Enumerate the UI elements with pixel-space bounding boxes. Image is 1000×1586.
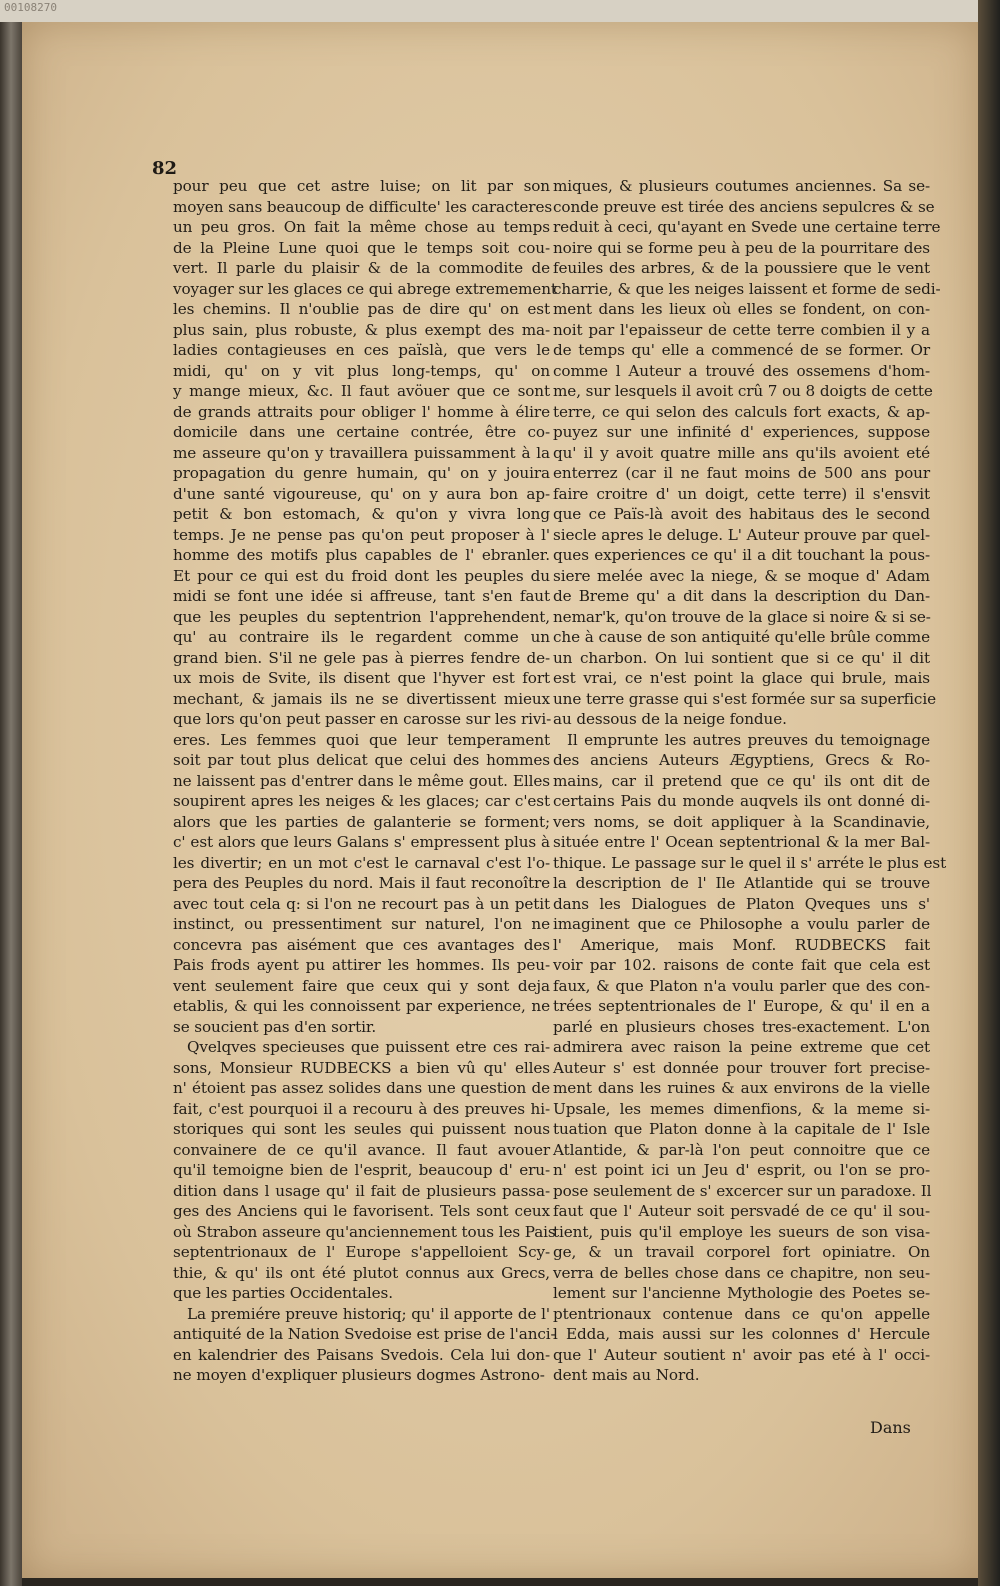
text-line: est vrai, ce n'est point la glace qui brule, mais <box>553 669 930 687</box>
text-line: qu'il temoigne bien de l'esprit, beaucoup d' eru- <box>173 1161 550 1179</box>
text-line: comme l Auteur a trouvé des ossemens d'hom- <box>553 361 930 380</box>
text-line: Upsale, les memes dimenfions, & la meme si- <box>553 1099 930 1118</box>
text-line: faux, & que Platon n'a voulu parler que des con- <box>553 976 930 995</box>
text-line: lement sur l'ancienne Mythologie des Poetes se- <box>553 1284 930 1302</box>
text-line: Et pour ce qui est du froid dont les peuples du <box>173 566 550 585</box>
text-line: les divertir; en un mot c'est le carnaval c'est l'o- <box>173 853 550 872</box>
scan-id: 00108270 <box>4 1 57 14</box>
text-line: la description de l' Ile Atlantide qui se trouve <box>553 874 930 892</box>
text-line: voyager sur les glaces ce qui abrege extremement <box>173 279 557 298</box>
text-line: storiques qui sont les seules qui puissent nous <box>173 1120 550 1138</box>
text-line: au dessous de la neige fondue. <box>553 710 787 728</box>
text-line: de grands attraits pour obliger l' homme à élire <box>173 402 550 421</box>
text-line: charrie, & que les neiges laissent et forme de sedi- <box>553 279 941 298</box>
text-line: propagation du genre humain, qu' on y jouira <box>173 464 550 482</box>
text-line: admirera avec raison la peine extreme que cet <box>553 1038 930 1056</box>
text-line: l' Amerique, mais Monf. RUDBECKS fait <box>553 935 930 954</box>
text-line: que l' Auteur soutient n' avoir pas eté à l' occi- <box>553 1345 930 1364</box>
text-line: pera des Peuples du nord. Mais il faut reconoître <box>173 874 550 892</box>
text-line: tuation que Platon donne à la capitale de l' Isle <box>553 1120 930 1138</box>
text-line: faire croitre d' un doigt, cette terre) il s'ensvit <box>553 484 930 503</box>
text-line: l Edda, mais aussi sur les colonnes d' Hercule <box>553 1325 930 1343</box>
text-line: ment dans les ruines & aux environs de la vielle <box>553 1079 930 1097</box>
text-line: des anciens Auteurs Ægyptiens, Grecs & Ro- <box>553 751 930 769</box>
text-line: ne moyen d'expliquer plusieurs dogmes Astrono- <box>173 1366 545 1384</box>
text-line: alors que les parties de galanterie se forment; <box>173 812 550 831</box>
text-line: domicile dans une certaine contrée, être co- <box>173 423 550 441</box>
text-line: dans les Dialogues de Platon Qveques uns s' <box>553 894 930 913</box>
text-line: fait, c'est pourquoi il a recouru à des preuves hi- <box>173 1099 550 1118</box>
text-line: imaginent que ce Philosophe a voulu parler de <box>553 915 930 933</box>
text-line: que les parties Occidentales. <box>173 1284 393 1302</box>
text-line: un charbon. On lui sontient que si ce qu' il dit <box>553 648 930 667</box>
text-line: ux mois de Svite, ils disent que l'hyver est fort <box>173 669 550 687</box>
text-line: temps. Je ne pense pas qu'on peut proposer à l' <box>173 525 550 544</box>
text-line: me, sur lesquels il avoit crû 7 ou 8 doigts de cette <box>553 382 933 400</box>
page-edge <box>978 0 1000 1586</box>
text-line: n' est point ici un Jeu d' esprit, ou l'on se pro- <box>553 1161 930 1179</box>
text-line: de Breme qu' a dit dans la description du Dan- <box>553 587 930 605</box>
text-line: ques experiences ce qu' il a dit touchant la pous- <box>553 546 930 564</box>
text-line: située entre l' Ocean septentrional & la mer Bal- <box>553 833 930 851</box>
book-binding-edge <box>0 22 22 1586</box>
text-line: terre, ce qui selon des calculs fort exacts, & ap- <box>553 402 930 421</box>
text-line: qu' au contraire ils le regardent comme un <box>173 628 550 646</box>
text-line: che à cause de son antiquité qu'elle brûle comme <box>553 628 930 646</box>
text-line: sons, Monsieur RUDBECKS a bien vû qu' elles <box>173 1058 550 1077</box>
text-line: plus sain, plus robuste, & plus exempt des ma- <box>173 320 550 339</box>
text-line: antiquité de la Nation Svedoise est prise de l'anci- <box>173 1325 556 1343</box>
text-line: où Strabon asseure qu'anciennement tous les Pais <box>173 1222 556 1241</box>
text-line: pose seulement de s' excercer sur un paradoxe. Il <box>553 1181 932 1200</box>
text-line: un peu gros. On fait la même chose au temps <box>173 218 550 236</box>
text-line: certains Pais du monde auqvels ils ont donné di- <box>553 792 930 810</box>
catchword: Dans <box>870 1418 911 1437</box>
text-line: c' est alors que leurs Galans s' empressent plus à <box>173 833 550 851</box>
page-number: 82 <box>152 158 178 179</box>
text-line: miques, & plusieurs coutumes anciennes. Sa se- <box>553 177 930 195</box>
text-line: ge, & un travail corporel fort opiniatre. On <box>553 1243 930 1261</box>
text-line: conde preuve est tirée des anciens sepulcres & se <box>553 197 935 216</box>
text-line: que les peuples du septentrion l'apprehendent, <box>173 607 550 626</box>
text-line: siere melée avec la niege, & se moque d' Adam <box>553 566 930 585</box>
text-line: etablis, & qui les connoissent par experience, ne <box>173 997 550 1015</box>
text-line: ges des Anciens qui le favorisent. Tels sont ceux <box>173 1202 550 1220</box>
text-line: ne laissent pas d'entrer dans le même gout. Elles <box>173 771 550 790</box>
text-line: mains, car il pretend que ce qu' ils ont dit de <box>553 771 930 790</box>
text-line: noit par l'epaisseur de cette terre combien il y a <box>553 320 930 339</box>
text-line: Pais frods ayent pu attirer les hommes. Ils peu- <box>173 956 550 974</box>
text-line: nemar'k, qu'on trouve de la glace si noire & si se- <box>553 607 931 626</box>
text-line: n' étoient pas assez solides dans une question de <box>173 1079 550 1097</box>
text-line: noire qui se forme peu à peu de la pourritare des <box>553 238 930 257</box>
left-column <box>173 176 557 1386</box>
text-line: se soucient pas d'en sortir. <box>173 1017 377 1036</box>
text-line: siecle apres le deluge. L' Auteur prouve par quel- <box>553 525 930 544</box>
text-line: Atlantide, & par-là l'on peut connoitre que ce <box>553 1140 930 1159</box>
text-line: eres. Les femmes quoi que leur temperament <box>173 730 550 749</box>
text-line: y mange mieux, &c. Il faut avöuer que ce sont <box>173 382 550 400</box>
text-line: faut que l' Auteur soit persvadé de ce qu' il sou- <box>553 1202 930 1220</box>
text-line: midi, qu' on y vit plus long-temps, qu' on <box>173 361 550 380</box>
text-line: mechant, & jamais ils ne se divertissent mieux <box>173 689 550 708</box>
text-line: thique. Le passage sur le quel il s' arréte le plus est <box>553 853 947 872</box>
text-line: avec tout cela q: si l'on ne recourt pas à un petit <box>173 894 550 913</box>
text-line: tient, puis qu'il employe les sueurs de son visa- <box>553 1222 930 1241</box>
text-line: qu' il y avoit quatre mille ans qu'ils avoient eté <box>553 443 930 462</box>
text-line: concevra pas aisément que ces avantages des <box>173 935 550 954</box>
text-line: parlé en plusieurs choses tres-exactement. L'on <box>553 1017 930 1036</box>
text-line: vert. Il parle du plaisir & de la commodite de <box>173 259 550 277</box>
text-line: me asseure qu'on y travaillera puissamment à la <box>173 443 550 462</box>
text-line: Il emprunte les autres preuves du temoignage <box>567 730 930 749</box>
text-line: ment dans les lieux où elles se fondent, on con- <box>553 300 930 318</box>
text-line: feuiles des arbres, & de la poussiere que le vent <box>553 259 930 277</box>
text-line: dition dans l usage qu' il fait de plusieurs passa- <box>173 1181 550 1200</box>
text-line: instinct, ou pressentiment sur naturel, l'on ne <box>173 915 550 933</box>
text-line: convainere de ce qu'il avance. Il faut avouer <box>173 1140 550 1159</box>
scan-header-strip <box>0 0 1000 22</box>
text-line: les chemins. Il n'oublie pas de dire qu' on est <box>173 300 550 318</box>
text-line: petit & bon estomach, & qu'on y vivra long <box>173 505 550 523</box>
text-line: que lors qu'on peut passer en carosse sur les rivi- <box>173 710 552 728</box>
text-line: soupirent apres les neiges & les glaces; car c'est <box>173 792 550 810</box>
text-line: Auteur s' est donnée pour trouver fort precise- <box>553 1058 930 1077</box>
text-line: thie, & qu' ils ont été plutot connus aux Grecs, <box>173 1263 550 1282</box>
text-line: soit par tout plus delicat que celui des hommes <box>173 751 550 769</box>
text-line: ptentrionaux contenue dans ce qu'on appelle <box>553 1304 930 1323</box>
text-line: de la Pleine Lune quoi que le temps soit cou- <box>173 238 550 257</box>
text-line: enterrez (car il ne faut moins de 500 ans pour <box>553 464 930 482</box>
text-line: septentrionaux de l' Europe s'appelloient Scy- <box>173 1243 550 1261</box>
text-line: voir par 102. raisons de conte fait que cela est <box>553 956 930 974</box>
text-line: homme des motifs plus capables de l' ebranler. <box>173 546 550 564</box>
text-line: pour peu que cet astre luise; on lit par son <box>173 177 550 195</box>
text-line: verra de belles chose dans ce chapitre, non seu- <box>553 1263 930 1282</box>
text-line: que ce Païs-là avoit des habitaus des le second <box>553 505 930 523</box>
text-line: grand bien. S'il ne gele pas à pierres fendre de- <box>173 648 550 667</box>
text-line: midi se font une idée si affreuse, tant s'en faut <box>173 587 550 605</box>
text-line: ladies contagieuses en ces païslà, que vers le <box>173 341 550 359</box>
text-line: puyez sur une infinité d' experiences, suppose <box>553 423 930 441</box>
text-line: en kalendrier des Paisans Svedois. Cela lui don- <box>173 1345 550 1364</box>
text-line: moyen sans beaucoup de difficulte' les caracteres <box>173 197 553 216</box>
text-line: une terre grasse qui s'est formée sur sa superficie <box>553 689 936 708</box>
text-line: trées septentrionales de l' Europe, & qu' il en a <box>553 997 930 1015</box>
text-line: reduit à ceci, qu'ayant en Svede une certaine terre <box>553 218 941 236</box>
text-line: La premiére preuve historiq; qu' il apporte de l' <box>187 1304 550 1323</box>
right-column <box>553 176 947 1386</box>
text-line: de temps qu' elle a commencé de se former. Or <box>553 341 930 359</box>
text-line: Qvelqves specieuses que puissent etre ces rai- <box>187 1038 550 1056</box>
text-line: dent mais au Nord. <box>553 1366 700 1384</box>
text-line: vent seulement faire que ceux qui y sont deja <box>173 976 550 995</box>
text-line: vers noms, se doit appliquer à la Scandinavie, <box>553 812 930 831</box>
text-line: d'une santé vigoureuse, qu' on y aura bon ap- <box>173 484 550 503</box>
